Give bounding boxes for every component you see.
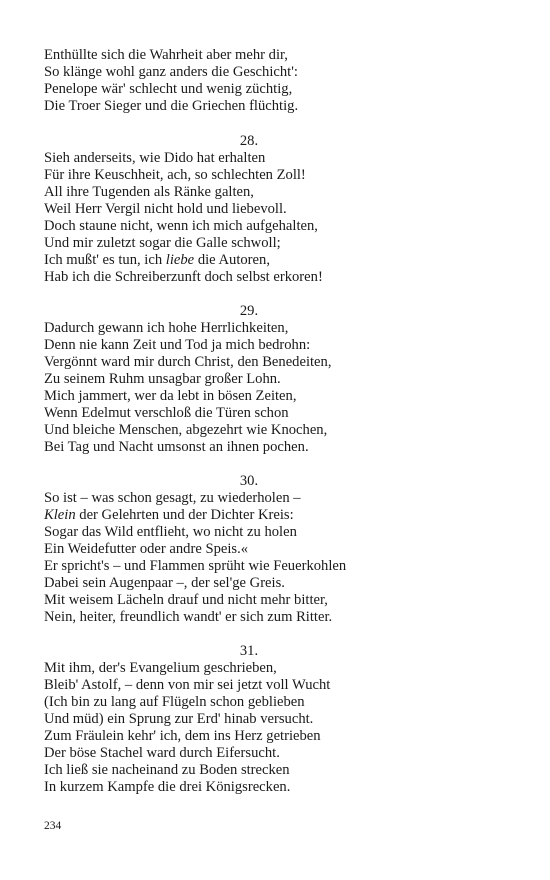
verse-text: (Ich bin zu lang auf Flügeln schon geblieben bbox=[44, 694, 305, 710]
verse-text: Und müd) ein Sprung zur Erd' hinab versucht. bbox=[44, 711, 314, 727]
verse-text: Enthüllte sich die Wahrheit aber mehr dir, bbox=[44, 47, 288, 63]
verse-line bbox=[44, 507, 504, 524]
stanza bbox=[44, 133, 504, 286]
emphasized-word: Klein bbox=[44, 507, 76, 523]
verse-line bbox=[44, 47, 504, 64]
verse-text: Und mir zuletzt sogar die Galle schwoll; bbox=[44, 235, 281, 251]
verse-text: Zum Fräulein kehr' ich, dem ins Herz getrieben bbox=[44, 728, 321, 744]
verse-line bbox=[44, 422, 504, 439]
verse-line bbox=[44, 64, 504, 81]
verse-text: Denn nie kann Zeit und Tod ja mich bedrohn: bbox=[44, 337, 311, 353]
verse-text: So ist – was schon gesagt, zu wiederholen – bbox=[44, 490, 301, 506]
verse-text: der Gelehrten und der Dichter Kreis: bbox=[75, 507, 294, 523]
verse-text: die Autoren, bbox=[194, 252, 270, 268]
verse-text: Dabei sein Augenpaar –, der sel'ge Greis. bbox=[44, 575, 285, 591]
verse-line bbox=[44, 337, 504, 354]
verse-line bbox=[44, 592, 504, 609]
verse-line bbox=[44, 218, 504, 235]
stanza-number: 30. bbox=[239, 473, 259, 489]
verse-line bbox=[44, 371, 504, 388]
verse-text: Vergönnt ward mir durch Christ, den Benedeiten, bbox=[44, 354, 332, 370]
verse-text: All ihre Tugenden als Ränke galten, bbox=[44, 184, 254, 200]
verse-line bbox=[44, 660, 504, 677]
verse-text: Mich jammert, wer da lebt in bösen Zeiten, bbox=[44, 388, 297, 404]
stanza bbox=[44, 303, 504, 456]
verse-text: Wenn Edelmut verschloß die Türen schon bbox=[44, 405, 289, 421]
stanza bbox=[44, 473, 504, 626]
stanza-number: 29. bbox=[239, 303, 259, 319]
verse-line bbox=[44, 235, 504, 252]
verse-text: In kurzem Kampfe die drei Königsrecken. bbox=[44, 779, 291, 795]
verse-text: Nein, heiter, freundlich wandt' er sich zum Ritter. bbox=[44, 609, 333, 625]
verse-line bbox=[44, 609, 504, 626]
verse-text: Hab ich die Schreiberzunft doch selbst erkoren! bbox=[44, 269, 323, 285]
verse-text: Bleib' Astolf, – denn von mir sei jetzt voll Wucht bbox=[44, 677, 331, 693]
verse-text: Sieh anderseits, wie Dido hat erhalten bbox=[44, 150, 266, 166]
verse-text: Für ihre Keuschheit, ach, so schlechten Zoll! bbox=[44, 167, 306, 183]
stanza bbox=[44, 47, 504, 115]
verse-text: Penelope wär' schlecht und wenig züchtig, bbox=[44, 81, 293, 97]
verse-line bbox=[44, 524, 504, 541]
verse-line bbox=[44, 439, 504, 456]
stanza-number: 28. bbox=[239, 133, 259, 149]
verse-text: Ein Weidefutter oder andre Speis.« bbox=[44, 541, 249, 557]
verse-line bbox=[44, 694, 504, 711]
verse-text: Er spricht's – und Flammen sprüht wie Feuerkohlen bbox=[44, 558, 347, 574]
verse-line bbox=[44, 81, 504, 98]
stanza-number: 31. bbox=[239, 643, 259, 659]
verse-line bbox=[44, 490, 504, 507]
verse-line bbox=[44, 167, 504, 184]
verse-text: Zu seinem Ruhm unsagbar großer Lohn. bbox=[44, 371, 281, 387]
verse-line bbox=[44, 558, 504, 575]
verse-line bbox=[44, 201, 504, 218]
verse-line bbox=[44, 252, 504, 269]
verse-text: Mit ihm, der's Evangelium geschrieben, bbox=[44, 660, 277, 676]
poem-text bbox=[44, 47, 504, 813]
verse-line bbox=[44, 269, 504, 286]
verse-text: Mit weisem Lächeln drauf und nicht mehr bitter, bbox=[44, 592, 328, 608]
verse-text: So klänge wohl ganz anders die Geschicht': bbox=[44, 64, 298, 80]
verse-text: Ich mußt' es tun, ich bbox=[44, 252, 166, 268]
verse-text: Weil Herr Vergil nicht hold und liebevoll. bbox=[44, 201, 287, 217]
verse-line bbox=[44, 745, 504, 762]
verse-line bbox=[44, 320, 504, 337]
verse-text: Dadurch gewann ich hohe Herrlichkeiten, bbox=[44, 320, 289, 336]
verse-line bbox=[44, 354, 504, 371]
emphasized-word: liebe bbox=[165, 252, 195, 268]
verse-line bbox=[44, 150, 504, 167]
verse-line bbox=[44, 575, 504, 592]
verse-text: Die Troer Sieger und die Griechen flüchtig. bbox=[44, 98, 299, 114]
verse-line bbox=[44, 711, 504, 728]
verse-text: Sogar das Wild entflieht, wo nicht zu holen bbox=[44, 524, 297, 540]
verse-line bbox=[44, 541, 504, 558]
verse-text: Bei Tag und Nacht umsonst an ihnen pochen. bbox=[44, 439, 309, 455]
verse-line bbox=[44, 779, 504, 796]
verse-line bbox=[44, 184, 504, 201]
verse-line bbox=[44, 728, 504, 745]
verse-line bbox=[44, 677, 504, 694]
verse-text: Doch staune nicht, wenn ich mich aufgehalten, bbox=[44, 218, 318, 234]
verse-text: Und bleiche Menschen, abgezehrt wie Knochen, bbox=[44, 422, 328, 438]
verse-text: Ich ließ sie nacheinand zu Boden strecken bbox=[44, 762, 290, 778]
verse-line bbox=[44, 98, 504, 115]
stanza bbox=[44, 643, 504, 796]
verse-line bbox=[44, 762, 504, 779]
verse-text: Der böse Stachel ward durch Eifersucht. bbox=[44, 745, 280, 761]
verse-line bbox=[44, 405, 504, 422]
verse-line bbox=[44, 388, 504, 405]
page-number: 234 bbox=[44, 820, 62, 832]
